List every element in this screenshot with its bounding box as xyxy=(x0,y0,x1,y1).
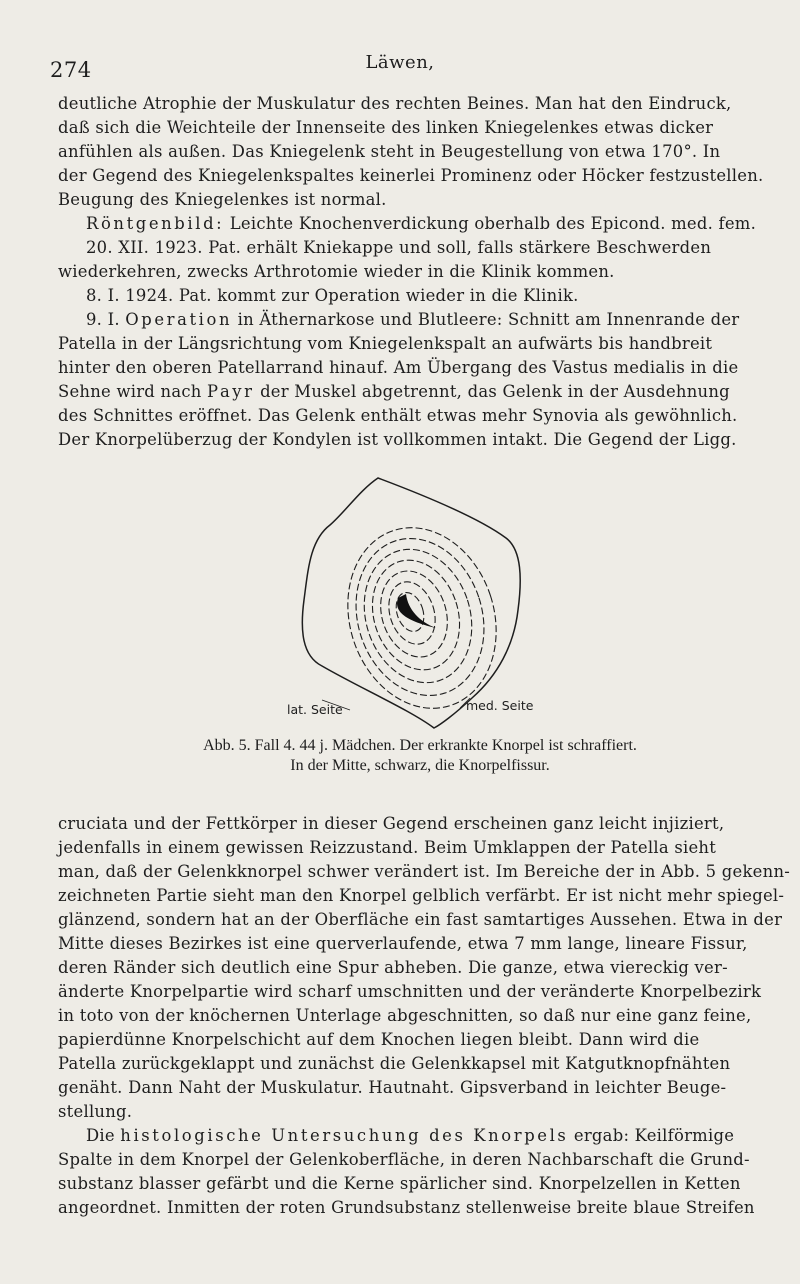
figure-label-lateral: lat. Seite xyxy=(287,702,343,717)
text-line: änderte Knorpelpartie wird scharf umschnitten und der veränderte Knorpelbezirk xyxy=(58,982,762,1001)
text-line: hinter den oberen Patellarrand hinauf. Am Übergang des Vastus medialis in die xyxy=(58,358,739,377)
text-line: der Gegend des Kniegelenkspaltes keinerlei Prominenz oder Höcker festzustellen. xyxy=(58,166,764,185)
figure-caption xyxy=(100,736,740,776)
text-line: substanz blasser gefärbt und die Kerne spärlicher sind. Knorpelzellen in Ketten xyxy=(58,1174,741,1193)
text-line: daß sich die Weichteile der Innenseite des linken Kniegelenkes etwas dicker xyxy=(58,118,714,137)
operation-heading: Operation xyxy=(125,310,233,329)
text-line: genäht. Dann Naht der Muskulatur. Hautnaht. Gipsverband in leichter Beuge- xyxy=(58,1078,727,1097)
page-number: 274 xyxy=(50,58,92,82)
text-line: Mitte dieses Bezirkes ist eine querverlaufende, etwa 7 mm lange, lineare Fissur, xyxy=(58,934,748,953)
text-line: angeordnet. Inmitten der roten Grundsubstanz stellenweise breite blaue Streifen xyxy=(58,1198,755,1217)
text-line: 8. I. 1924. Pat. kommt zur Operation wieder in die Klinik. xyxy=(86,286,579,305)
text-line: Spalte in dem Knorpel der Gelenkoberfläche, in deren Nachbarschaft die Grund- xyxy=(58,1150,750,1169)
histo-pre: Die xyxy=(86,1126,121,1145)
text-line xyxy=(58,1124,738,1148)
op-text: in Äthernarkose und Blutleere: Schnitt am Innenrande der xyxy=(232,310,740,329)
text-line: Der Knorpelüberzug der Kondylen ist vollkommen intakt. Die Gegend der Ligg. xyxy=(58,430,737,449)
caption-line: Abb. 5. Fall 4. 44 j. Mädchen. Der erkrankte Knorpel ist schraffiert. xyxy=(203,737,637,754)
text-line: des Schnittes eröffnet. Das Gelenk enthält etwas mehr Synovia als gewöhnlich. xyxy=(58,406,738,425)
text-line: deren Ränder sich deutlich eine Spur abheben. Die ganze, etwa viereckig ver- xyxy=(58,958,728,977)
text-line xyxy=(58,212,757,236)
payr-post: der Muskel abgetrennt, das Gelenk in der Ausdehnung xyxy=(254,382,730,401)
caption-line: In der Mitte, schwarz, die Knorpelfissur. xyxy=(290,757,550,774)
text-line: cruciata und der Fettkörper in dieser Gegend erscheinen ganz leicht injiziert, xyxy=(58,814,725,833)
text-line: papierdünne Knorpelschicht auf dem Knochen liegen bleibt. Dann wird die xyxy=(58,1030,700,1049)
text-line: Patella in der Längsrichtung vom Kniegelenkspalt an aufwärts bis handbreit xyxy=(58,334,713,353)
text-line: 20. XII. 1923. Pat. erhält Kniekappe und soll, falls stärkere Beschwerden xyxy=(86,238,712,257)
text-line: glänzend, sondern hat an der Oberfläche ein fast samtartiges Aussehen. Etwa in der xyxy=(58,910,783,929)
text-line: jedenfalls in einem gewissen Reizzustand. Beim Umklappen der Patella sieht xyxy=(58,838,717,857)
figure-label-medial: med. Seite xyxy=(466,698,534,713)
text-line: in toto von der knöchernen Unterlage abgeschnitten, so daß nur eine ganz feine, xyxy=(58,1006,752,1025)
text-line: Patella zurückgeklappt und zunächst die Gelenkkapsel mit Katgutknopfnähten xyxy=(58,1054,731,1073)
text-line xyxy=(58,380,738,404)
payr-pre: Sehne wird nach xyxy=(58,382,208,401)
xray-text: Leichte Knochenverdickung oberhalb des Epicond. med. fem. xyxy=(224,214,757,233)
op-date: 9. I. xyxy=(86,310,126,329)
text-line xyxy=(58,308,738,332)
running-head: Läwen, xyxy=(365,52,435,73)
patella-outline xyxy=(302,478,520,728)
body-text-top xyxy=(58,92,764,452)
text-line: wiederkehren, zwecks Arthrotomie wieder in die Klinik kommen. xyxy=(58,262,615,281)
author-name: Payr xyxy=(207,382,255,401)
xray-heading: Röntgenbild: xyxy=(86,214,225,233)
histology-heading: histologische Untersuchung des Knorpels xyxy=(120,1126,569,1145)
text-line: stellung. xyxy=(58,1102,133,1121)
text-line: man, daß der Gelenkknorpel schwer verändert ist. Im Bereiche der in Abb. 5 gekenn- xyxy=(58,862,791,881)
text-line: zeichneten Partie sieht man den Knorpel gelblich verfärbt. Er ist nicht mehr spiegel- xyxy=(58,886,785,905)
hatched-cartilage-area xyxy=(325,508,519,727)
text-line: deutliche Atrophie der Muskulatur des rechten Beines. Man hat den Eindruck, xyxy=(58,94,732,113)
body-text-bottom xyxy=(58,812,791,1220)
histo-post: ergab: Keilförmige xyxy=(568,1126,735,1145)
text-line: anfühlen als außen. Das Kniegelenk steht in Beugestellung von etwa 170°. In xyxy=(58,142,721,161)
text-line: Beugung des Kniegelenkes ist normal. xyxy=(58,190,387,209)
